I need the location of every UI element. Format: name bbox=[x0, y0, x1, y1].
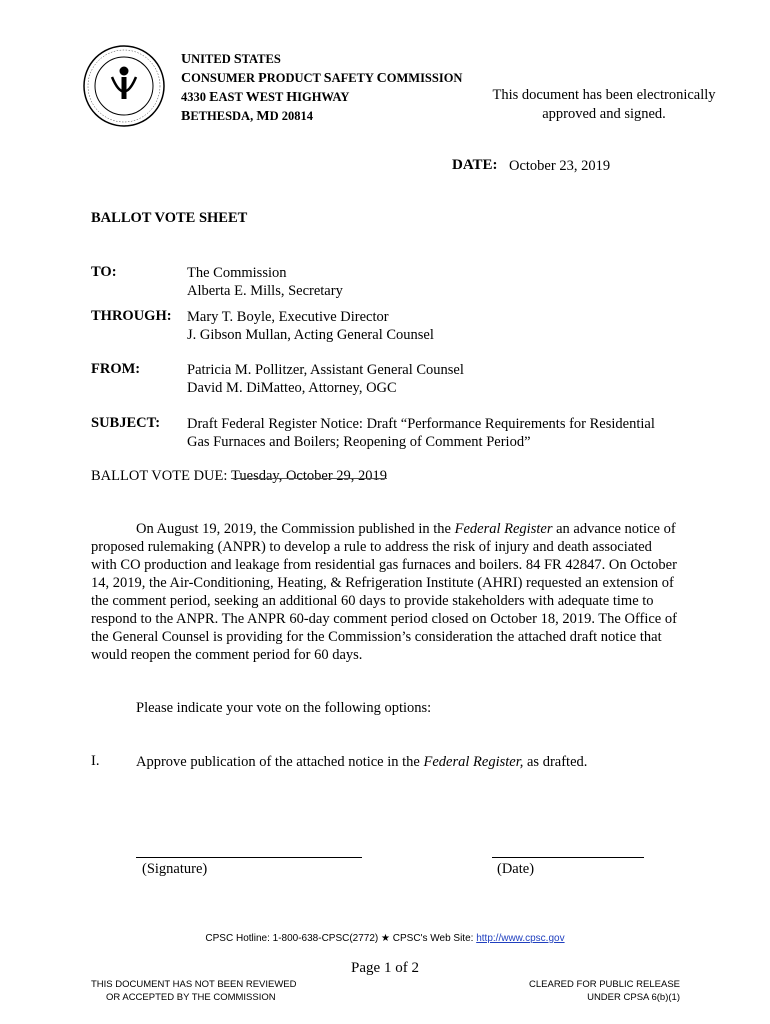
vote-instruction: Please indicate your vote on the following options: bbox=[136, 700, 432, 716]
org-name: UNITED STATES bbox=[181, 52, 281, 67]
hotline-text: CPSC Hotline: 1-800-638-CPSC(2772) ★ CPSC's Web Site: bbox=[205, 933, 477, 944]
signature-label: (Signature) bbox=[142, 861, 208, 877]
option-text-a: Approve publication of the attached notice in the bbox=[136, 754, 424, 770]
body-paragraph-text bbox=[91, 520, 679, 664]
subject-line-1: Draft Federal Register Notice: Draft “Performance Requirements for Residential bbox=[187, 416, 655, 432]
subject-label: SUBJECT: bbox=[91, 415, 161, 431]
esign-line-1: This document has been electronically bbox=[492, 87, 716, 103]
document-title: BALLOT VOTE SHEET bbox=[91, 210, 248, 226]
body-paragraph bbox=[91, 520, 679, 664]
to-line-1: The Commission bbox=[187, 265, 287, 281]
org-street: 4330 EAST WEST HIGHWAY bbox=[181, 90, 350, 105]
org-city: BETHESDA, MD 20814 bbox=[181, 109, 313, 124]
org-address-block bbox=[181, 50, 462, 126]
release-notice-line-2: UNDER CPSA 6(b)(1) bbox=[587, 992, 680, 1003]
ballot-due-date: Tuesday, October 29, 2019 bbox=[231, 468, 388, 484]
review-notice bbox=[91, 978, 297, 1004]
option-text bbox=[136, 753, 606, 771]
option-federal-register-italic: Federal Register, bbox=[423, 754, 524, 770]
esign-line-2: approved and signed. bbox=[542, 106, 666, 122]
electronic-signature-note bbox=[484, 86, 724, 124]
to-label: TO: bbox=[91, 264, 117, 280]
ballot-due-label: BALLOT VOTE DUE: bbox=[91, 468, 232, 484]
release-notice-line-1: CLEARED FOR PUBLIC RELEASE bbox=[529, 979, 680, 990]
from-label: FROM: bbox=[91, 361, 141, 377]
through-line-1: Mary T. Boyle, Executive Director bbox=[187, 309, 389, 325]
through-line-2: J. Gibson Mullan, Acting General Counsel bbox=[187, 327, 434, 343]
release-notice bbox=[470, 978, 680, 1004]
option-number: I. bbox=[91, 753, 100, 769]
subject-line-2: Gas Furnaces and Boilers; Reopening of Comment Period” bbox=[187, 434, 531, 450]
page-number: Page 1 of 2 bbox=[351, 960, 419, 976]
body-text-b: an advance notice of proposed rulemaking (ANPR) to develop a rule to address the risk of injury and death associated with CO production and leakage from residential gas furnaces and boilers. 84 FR 42847. On October 14, 2019, the Air-Conditioning, Heating, & Refrigeration Institute (AHRI) requested an extension of the comment period, seeking an additional 60 days to provide stakeholders with adequate time to respond to the ANPR. The ANPR 60-day comment period closed on October 18, 2019. The Office of the General Counsel is providing for the Commission’s consideration the attached draft notice that would reopen the comment period for 60 days. bbox=[91, 521, 677, 663]
website-link[interactable]: http://www.cpsc.gov bbox=[476, 933, 565, 944]
from-line-1: Patricia M. Pollitzer, Assistant General Counsel bbox=[187, 362, 464, 378]
cpsc-seal-logo bbox=[82, 44, 166, 128]
date-value: October 23, 2019 bbox=[509, 158, 611, 174]
org-commission: CONSUMER PRODUCT SAFETY COMMISSION bbox=[181, 71, 463, 86]
review-notice-line-2: OR ACCEPTED BY THE COMMISSION bbox=[106, 992, 276, 1003]
review-notice-line-1: THIS DOCUMENT HAS NOT BEEN REVIEWED bbox=[91, 979, 297, 990]
subject-text bbox=[187, 415, 687, 451]
to-line-2: Alberta E. Mills, Secretary bbox=[187, 283, 343, 299]
date-line[interactable] bbox=[492, 857, 644, 858]
through-label: THROUGH: bbox=[91, 308, 172, 324]
federal-register-italic: Federal Register bbox=[454, 521, 553, 537]
to-recipients bbox=[187, 264, 687, 300]
option-text-b: as drafted. bbox=[523, 754, 588, 770]
from-line-2: David M. DiMatteo, Attorney, OGC bbox=[187, 380, 397, 396]
date-label: DATE: bbox=[452, 157, 498, 173]
cpsc-hotline bbox=[0, 933, 770, 944]
ballot-vote-due bbox=[91, 468, 387, 485]
date-field-label: (Date) bbox=[497, 861, 535, 877]
signature-line[interactable] bbox=[136, 857, 362, 858]
body-text-a: On August 19, 2019, the Commission published in the bbox=[136, 521, 455, 537]
from-senders bbox=[187, 361, 687, 397]
through-recipients bbox=[187, 308, 687, 344]
